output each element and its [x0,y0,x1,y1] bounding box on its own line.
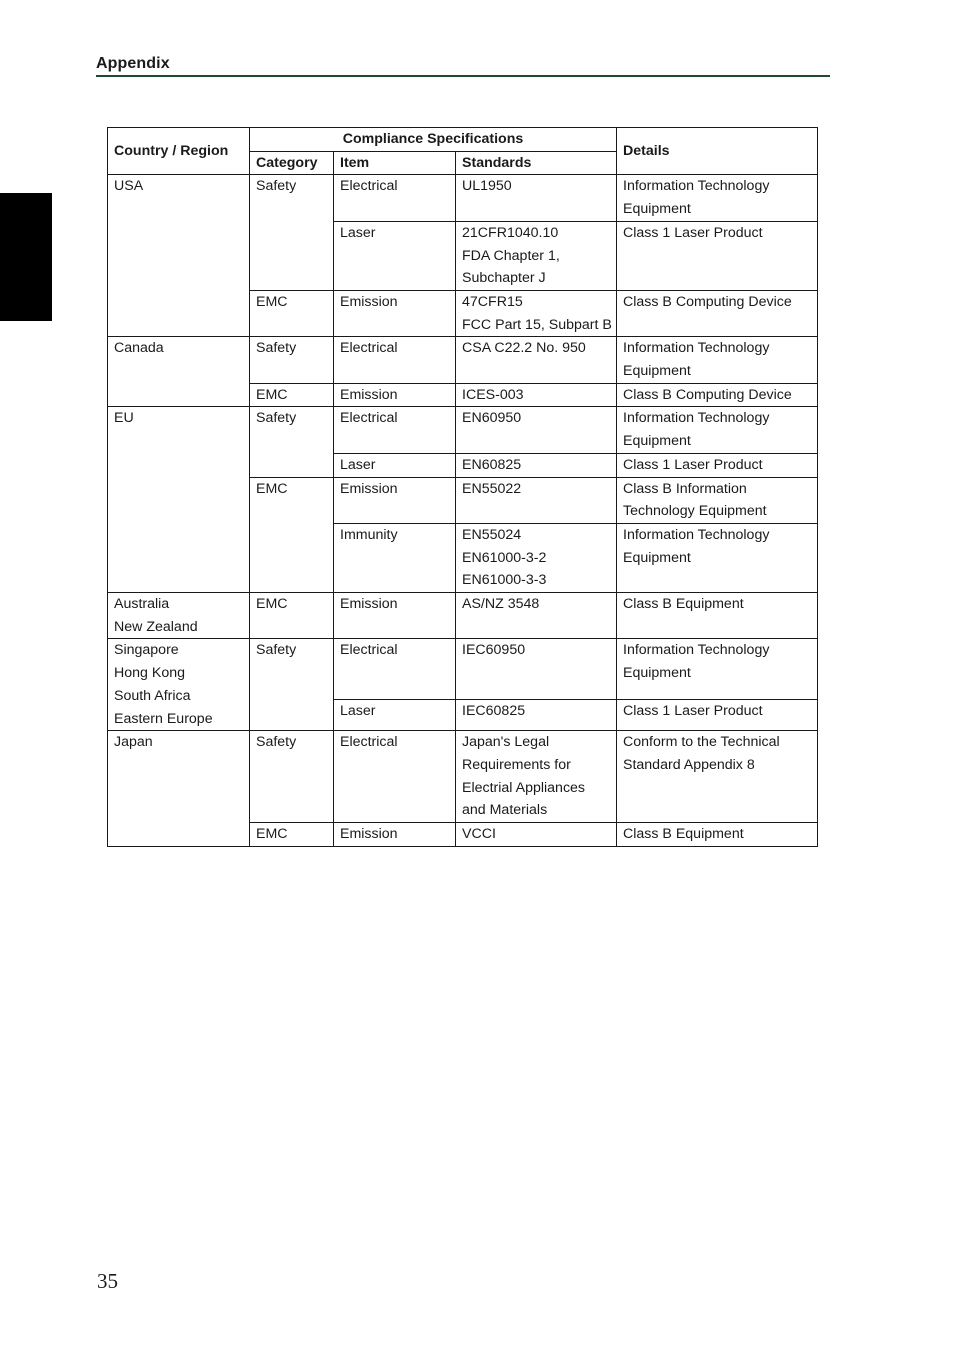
details-cell [617,221,818,290]
details-cell [617,523,818,592]
item-cell: Immunity [334,523,456,592]
table-row [108,175,818,221]
standards-cell [456,383,617,407]
header-details: Details [617,128,818,175]
item-cell: Emission [334,477,456,523]
page-number: 35 [97,1269,118,1293]
details-line: Information Technology [623,178,770,195]
details-cell [617,290,818,336]
item-cell: Electrical [334,337,456,383]
item-cell: Emission [334,290,456,336]
table-row [108,731,818,823]
standard-line: and Materials [462,802,548,819]
item-cell: Emission [334,823,456,847]
details-line: Information Technology [623,526,770,543]
item-cell: Laser [334,221,456,290]
table-body [108,175,818,846]
item-cell: Emission [334,593,456,639]
standard-line: Electrial Appliances [462,779,586,796]
standard-line: UL1950 [462,178,512,195]
details-line: Information Technology [623,410,770,427]
standards-cell [456,639,617,700]
standard-line: Requirements for [462,756,571,773]
category-cell: EMC [250,383,334,407]
details-line: Class B Information [623,480,747,497]
details-cell [617,593,818,639]
standard-line: 47CFR15 [462,293,523,310]
details-line: Equipment [623,201,691,218]
category-cell: Safety [250,731,334,823]
details-line: Equipment [623,363,691,380]
header-item: Item [334,151,456,175]
standard-line: EN55022 [462,480,522,497]
section-header [96,55,830,77]
details-cell [617,383,818,407]
section-title: Appendix [96,55,170,72]
country-name: Canada [114,340,164,357]
standards-cell [456,221,617,290]
compliance-table [107,127,818,847]
details-line: Class 1 Laser Product [623,456,763,473]
standards-cell [456,731,617,823]
standards-cell [456,175,617,221]
side-tab-marker [0,193,52,321]
standards-cell [456,453,617,477]
country-name: EU [114,410,134,427]
standard-line: ICES-003 [462,386,524,403]
standard-line: CSA C22.2 No. 950 [462,340,586,357]
country-name: Eastern Europe [114,710,213,727]
standard-line: IEC60825 [462,703,526,720]
details-line: Information Technology [623,340,770,357]
details-line: Class B Equipment [623,596,744,613]
table-header [108,128,818,175]
header-compliance-specifications: Compliance Specifications [250,128,617,152]
category-cell: EMC [250,290,334,336]
standards-cell [456,523,617,592]
country-name: Singapore [114,642,179,659]
details-line: Conform to the Technical [623,734,780,751]
details-line: Equipment [623,665,691,682]
details-cell [617,175,818,221]
item-cell: Electrical [334,407,456,453]
details-cell [617,477,818,523]
standards-cell [456,593,617,639]
standards-cell [456,823,617,847]
header-country-region: Country / Region [108,128,250,175]
item-cell: Electrical [334,639,456,700]
category-cell: Safety [250,175,334,291]
standards-cell [456,407,617,453]
category-cell: EMC [250,593,334,639]
details-cell [617,823,818,847]
country-name: South Africa [114,687,191,704]
country-name: Hong Kong [114,665,185,682]
details-line: Class B Equipment [623,826,744,843]
details-line: Class B Computing Device [623,293,792,310]
country-region-cell [108,337,250,407]
details-cell [617,700,818,731]
standard-line: FDA Chapter 1, [462,247,560,264]
details-line: Equipment [623,549,691,566]
country-name: Australia [114,596,170,613]
item-cell: Laser [334,453,456,477]
item-cell: Laser [334,700,456,731]
details-cell [617,407,818,453]
country-name: New Zealand [114,618,198,635]
standard-line: EN61000-3-2 [462,549,547,566]
standards-cell [456,337,617,383]
country-name: Japan [114,734,153,751]
category-cell: Safety [250,407,334,477]
details-cell [617,731,818,823]
standards-cell [456,477,617,523]
standard-line: EN61000-3-3 [462,572,547,589]
standard-line: Japan's Legal [462,734,550,751]
details-line: Class 1 Laser Product [623,224,763,241]
standard-line: EN60825 [462,456,522,473]
standard-line: VCCI [462,826,496,843]
details-line: Standard Appendix 8 [623,756,755,773]
details-line: Class B Computing Device [623,386,792,403]
country-region-cell [108,407,250,593]
details-cell [617,639,818,700]
header-standards: Standards [456,151,617,175]
category-cell: Safety [250,639,334,731]
table-row [108,407,818,453]
standards-cell [456,290,617,336]
standards-cell [456,700,617,731]
standard-line: EN60950 [462,410,522,427]
table-row [108,639,818,700]
category-cell: EMC [250,477,334,593]
details-line: Class 1 Laser Product [623,703,763,720]
item-cell: Electrical [334,731,456,823]
standard-line: AS/NZ 3548 [462,596,540,613]
table-row [108,337,818,383]
details-line: Information Technology [623,642,770,659]
country-region-cell [108,639,250,731]
standard-line: Subchapter J [462,270,546,287]
category-cell: EMC [250,823,334,847]
standard-line: 21CFR1040.10 [462,224,559,241]
country-name: USA [114,178,144,195]
details-cell [617,337,818,383]
details-line: Technology Equipment [623,503,767,520]
details-line: Equipment [623,433,691,450]
details-cell [617,453,818,477]
table-row [108,593,818,639]
country-region-cell [108,593,250,639]
category-cell: Safety [250,337,334,383]
header-category: Category [250,151,334,175]
item-cell: Electrical [334,175,456,221]
country-region-cell [108,175,250,337]
item-cell: Emission [334,383,456,407]
country-region-cell [108,731,250,847]
standard-line: IEC60950 [462,642,526,659]
standard-line: EN55024 [462,526,522,543]
standard-line: FCC Part 15, Subpart B [462,316,612,333]
